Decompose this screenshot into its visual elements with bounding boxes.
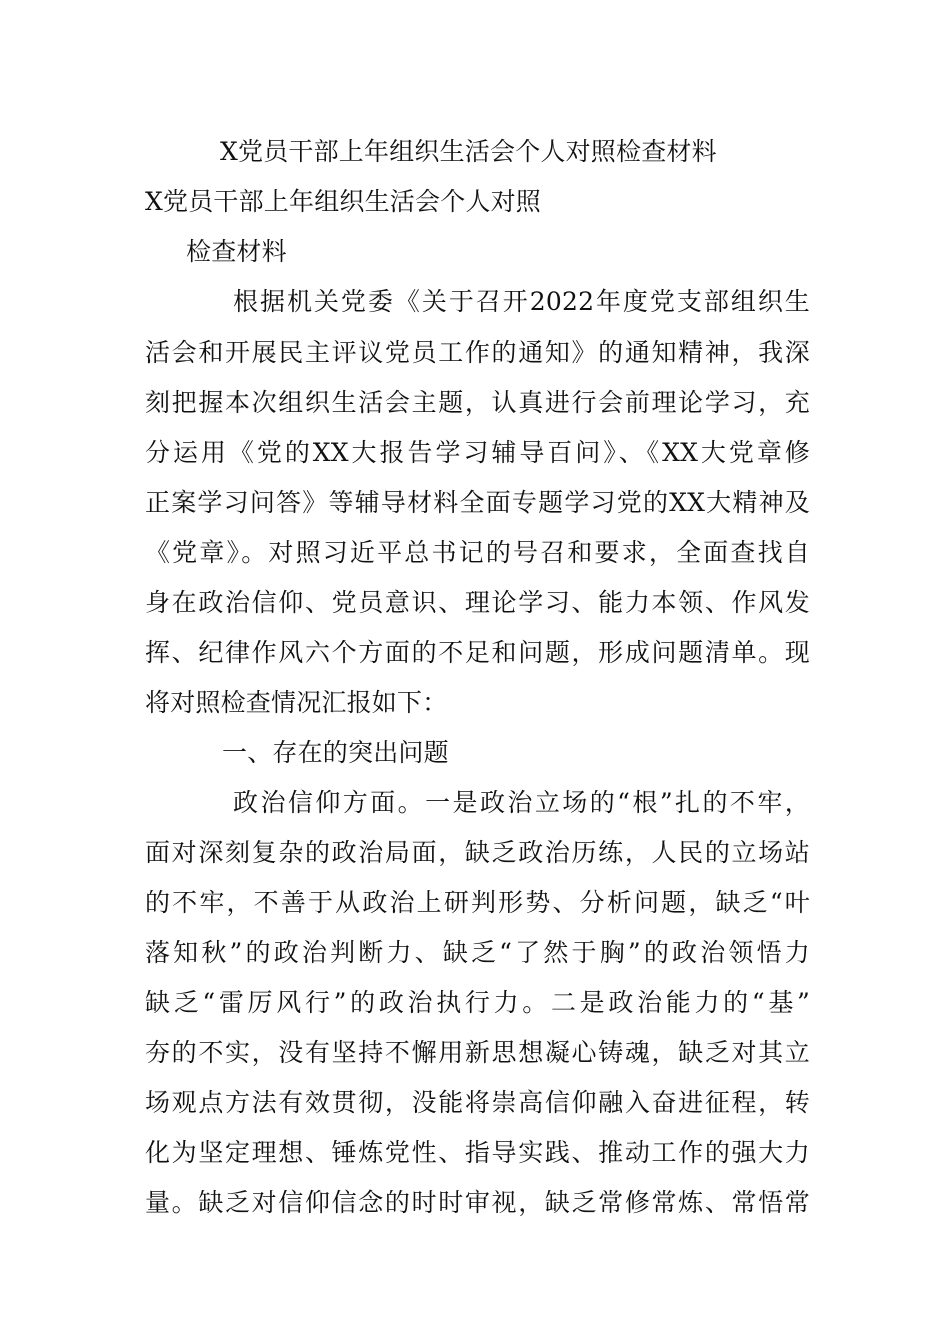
section-paragraph-line: 量。缺乏对信仰信念的时时审视，缺乏常修常炼、常悟常 [145,1188,810,1217]
intro-paragraph-line: 根据机关党委《关于召开2022年度党支部组织生 [233,287,810,316]
section-paragraph-line: 场观点方法有效贯彻，没能将崇高信仰融入奋进征程，转 [145,1088,810,1117]
document-title: X党员干部上年组织生活会个人对照检查材料 [220,137,717,166]
document-subtitle-line-2: 检查材料 [186,237,287,266]
section-paragraph-line: 化为坚定理想、锤炼党性、指导实践、推动工作的强大力 [145,1138,810,1167]
section-heading: 一、存在的突出问题 [222,738,449,767]
section-paragraph-line: 夯的不实，没有坚持不懈用新思想凝心铸魂，缺乏对其立 [145,1038,810,1067]
section-paragraph-line: 的不牢，不善于从政治上研判形势、分析问题，缺乏“叶 [145,888,810,917]
intro-paragraph-line: 身在政治信仰、党员意识、理论学习、能力本领、作风发 [145,588,810,617]
intro-paragraph-line: 挥、纪律作风六个方面的不足和问题，形成问题清单。现 [145,638,810,667]
section-paragraph-line: 政治信仰方面。一是政治立场的“根”扎的不牢， [233,788,810,817]
intro-paragraph-line: 将对照检查情况汇报如下： [145,688,448,717]
intro-paragraph-line: 《党章》。对照习近平总书记的号召和要求，全面查找自 [145,538,810,567]
section-paragraph-line: 缺乏“雷厉风行”的政治执行力。二是政治能力的“基” [145,988,810,1017]
section-paragraph-line: 落知秋”的政治判断力、缺乏“了然于胸”的政治领悟力 [145,938,810,967]
intro-paragraph-line: 活会和开展民主评议党员工作的通知》的通知精神，我深 [145,338,810,367]
intro-paragraph-line: 分运用《党的XX大报告学习辅导百问》、《XX大党章修 [145,438,810,467]
document-subtitle-line-1: X党员干部上年组织生活会个人对照 [145,187,541,216]
intro-paragraph-line: 正案学习问答》等辅导材料全面专题学习党的XX大精神及 [145,488,810,517]
section-paragraph-line: 面对深刻复杂的政治局面，缺乏政治历练，人民的立场站 [145,838,810,867]
intro-paragraph-line: 刻把握本次组织生活会主题，认真进行会前理论学习，充 [145,388,810,417]
